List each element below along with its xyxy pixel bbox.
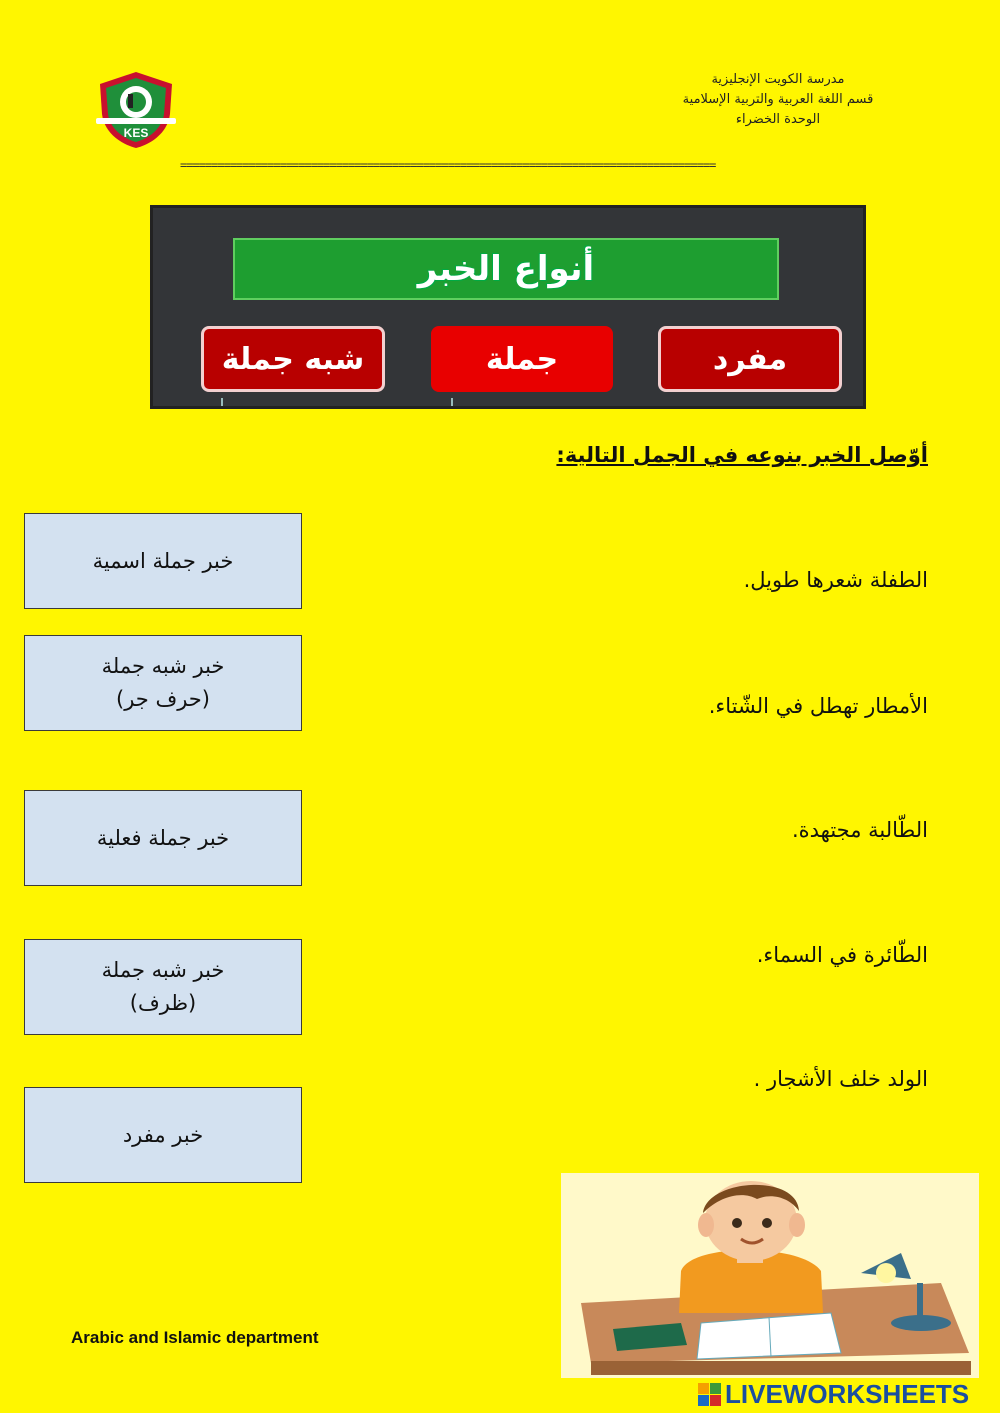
answer-box-shibh-jumla-harf[interactable] — [24, 635, 302, 731]
department-english: Arabic and Islamic department — [71, 1328, 319, 1347]
school-header — [628, 70, 928, 130]
answer-box-jumla-ismiya[interactable] — [24, 513, 302, 609]
answer-box-jumla-filiya[interactable] — [24, 790, 302, 886]
sentence-4[interactable]: الطّائرة في السماء. — [756, 943, 928, 967]
connector-line — [451, 398, 453, 409]
type-mufrad: مفرد — [658, 326, 842, 392]
instruction: أوّصل الخبر بنوعه في الجمل التالية: — [556, 443, 928, 467]
school-logo — [94, 70, 178, 150]
khabar-types-banner — [150, 205, 866, 409]
answer-label: خبر مفرد — [122, 1122, 204, 1147]
sentence-2[interactable]: الأمطار تهطل في الشّتاء. — [708, 694, 928, 718]
header-divider: ====================================================================================== — [180, 158, 716, 172]
sentence-1[interactable]: الطفلة شعرها طويل. — [743, 568, 928, 592]
brand-name: LIVEWORKSHEETS — [725, 1378, 970, 1409]
sentence-5[interactable]: الولد خلف الأشجار . — [753, 1067, 928, 1091]
school-name: مدرسة الكويت الإنجليزية — [711, 72, 845, 87]
brand-logo-icon — [698, 1383, 721, 1406]
answer-label: خبر شبه جملة — [101, 958, 225, 982]
answer-box-mufrad[interactable] — [24, 1087, 302, 1183]
answer-sublabel: (حرف جر) — [116, 687, 210, 711]
type-jumla: جملة — [431, 326, 613, 392]
type-shibh-jumla: شبه جملة — [201, 326, 385, 392]
svg-text:KES: KES — [123, 126, 149, 140]
banner-title: أنواع الخبر — [233, 238, 779, 300]
answer-label: خبر شبه جملة — [101, 654, 225, 678]
liveworksheets-brand — [698, 1378, 969, 1410]
answer-sublabel: (ظرف) — [129, 991, 197, 1015]
answer-box-shibh-jumla-zarf[interactable] — [24, 939, 302, 1035]
answer-label: خبر جملة فعلية — [96, 825, 230, 850]
cropped-box — [239, 406, 349, 409]
sentence-3[interactable]: الطّالبة مجتهدة. — [791, 818, 928, 842]
boy-studying-illustration — [561, 1173, 979, 1378]
unit-name: الوحدة الخضراء — [735, 112, 821, 127]
department-name: قسم اللغة العربية والتربية الإسلامية — [682, 92, 874, 107]
answer-label: خبر جملة اسمية — [92, 548, 234, 573]
connector-line — [221, 398, 223, 409]
cropped-box — [471, 406, 581, 409]
